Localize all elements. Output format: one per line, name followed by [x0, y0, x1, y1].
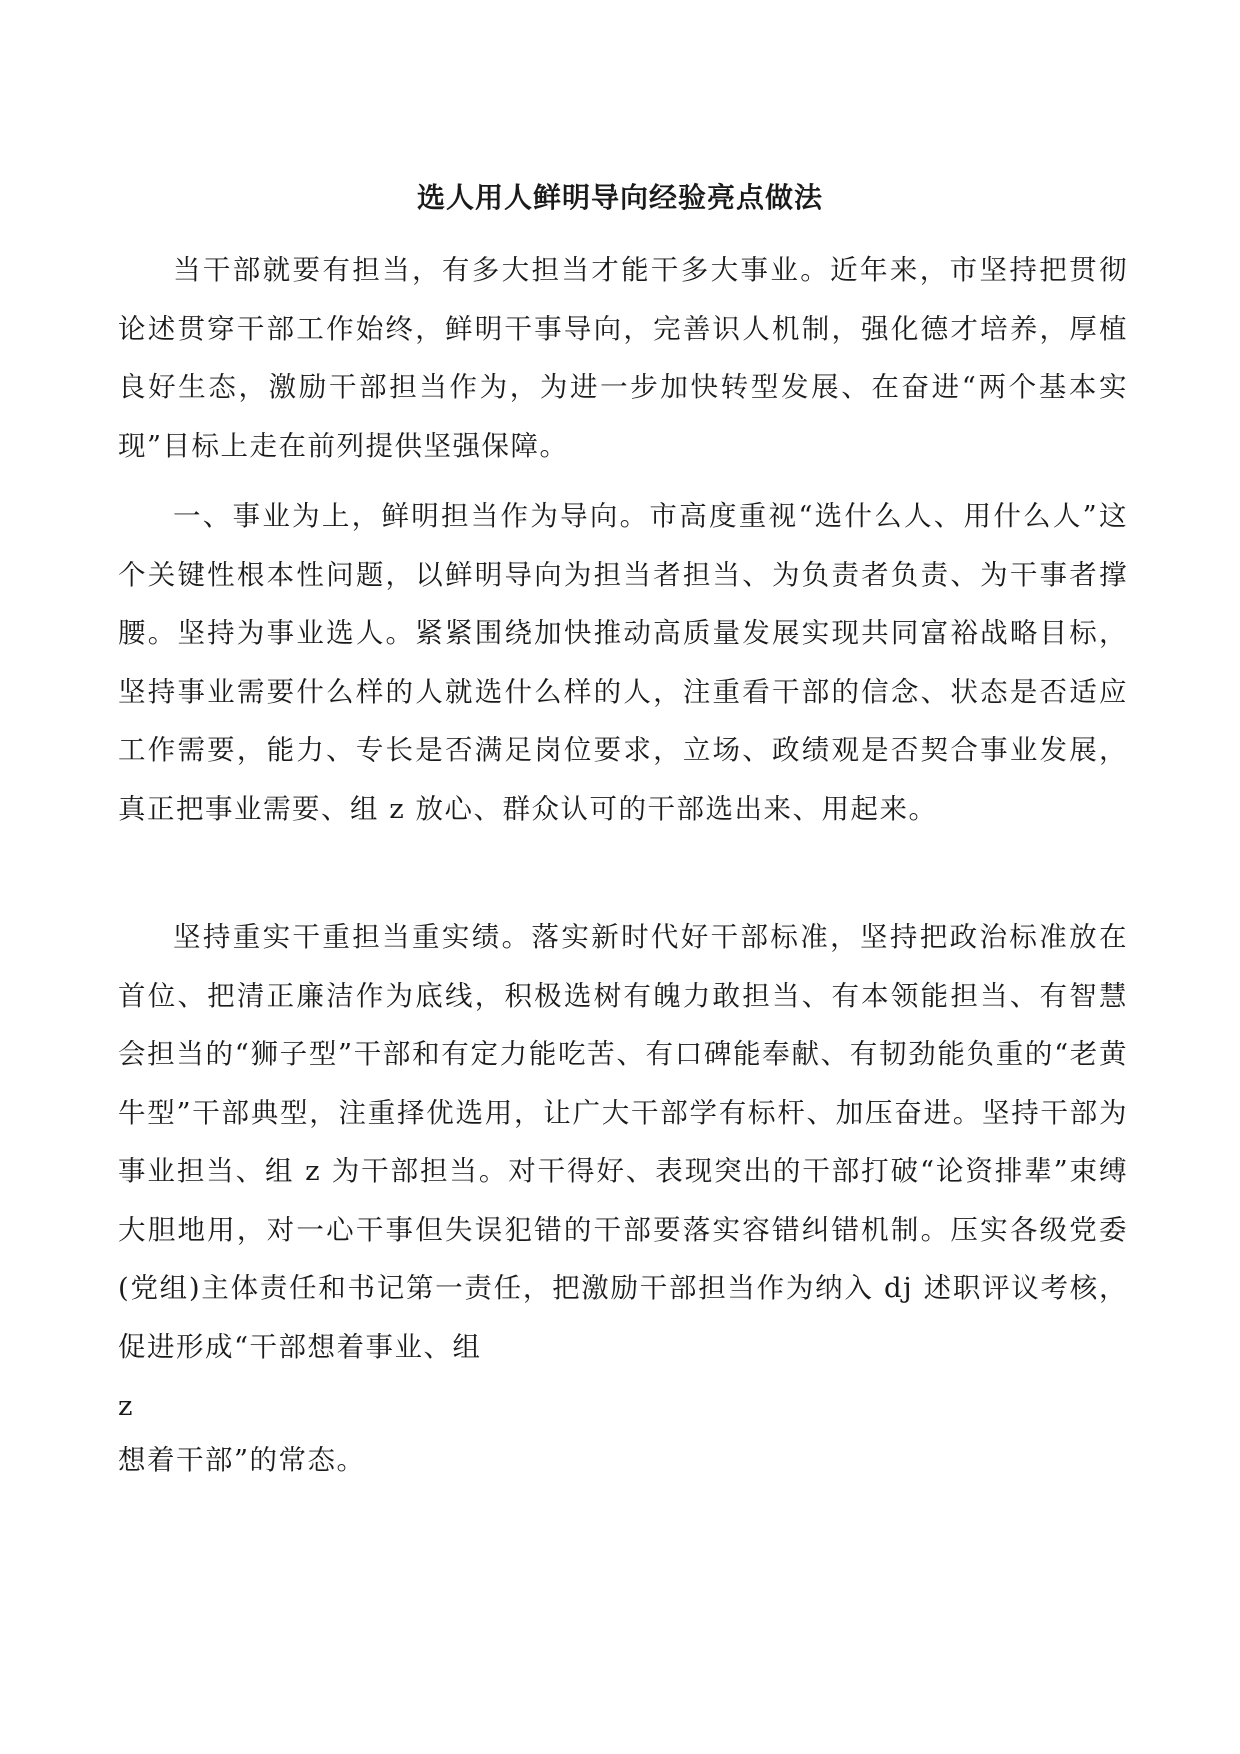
paragraph-section-one: 一、事业为上，鲜明担当作为导向。市高度重视“选什么人、用什么人”这个关键性根本性问题，以鲜明导向为担当者担当、为负责者负责、为干事者撑腰。坚持为事业选人。紧紧围绕加快推动高质量发展实现共同富裕战略目标，坚持事业需要什么样的人就选什么样的人，注重看干部的信念、状态是否适应工作需要，能力、专长是否满足岗位要求，立场、政绩观是否契合事业发展，真正把事业需要、组 z 放心、群众认可的干部选出来、用起来。	[118, 500, 1128, 825]
paragraph-intro: 当干部就要有担当，有多大担当才能干多大事业。近年来，市坚持把贯彻论述贯穿干部工作始终，鲜明干事导向，完善识人机制，强化德才培养，厚植良好生态，激励干部担当作为，为进一步加快转型发展、在奋进“两个基本实现”目标上走在前列提供坚强保障。	[118, 254, 1128, 462]
document-title: 选人用人鲜明导向经验亮点做法	[416, 181, 823, 214]
paragraph-tail-line: 想着干部”的常态。	[118, 1444, 366, 1476]
paragraph-tail-fragment: z	[118, 1390, 134, 1422]
paragraph-section-two: 坚持重实干重担当重实绩。落实新时代好干部标准，坚持把政治标准放在首位、把清正廉洁作为底线，积极选树有魄力敢担当、有本领能担当、有智慧会担当的“狮子型”干部和有定力能吃苦、有口碑能奉献、有韧劲能负重的“老黄牛型”干部典型，注重择优选用，让广大干部学有标杆、加压奋进。坚持干部为事业担当、组 z 为干部担当。对干得好、表现突出的干部打破“论资排辈”束缚大胆地用，对一心干事但失误犯错的干部要落实容错纠错机制。压实各级党委(党组)主体责任和书记第一责任，把激励干部担当作为纳入 dj 述职评议考核，促进形成“干部想着事业、组	[118, 921, 1128, 1363]
